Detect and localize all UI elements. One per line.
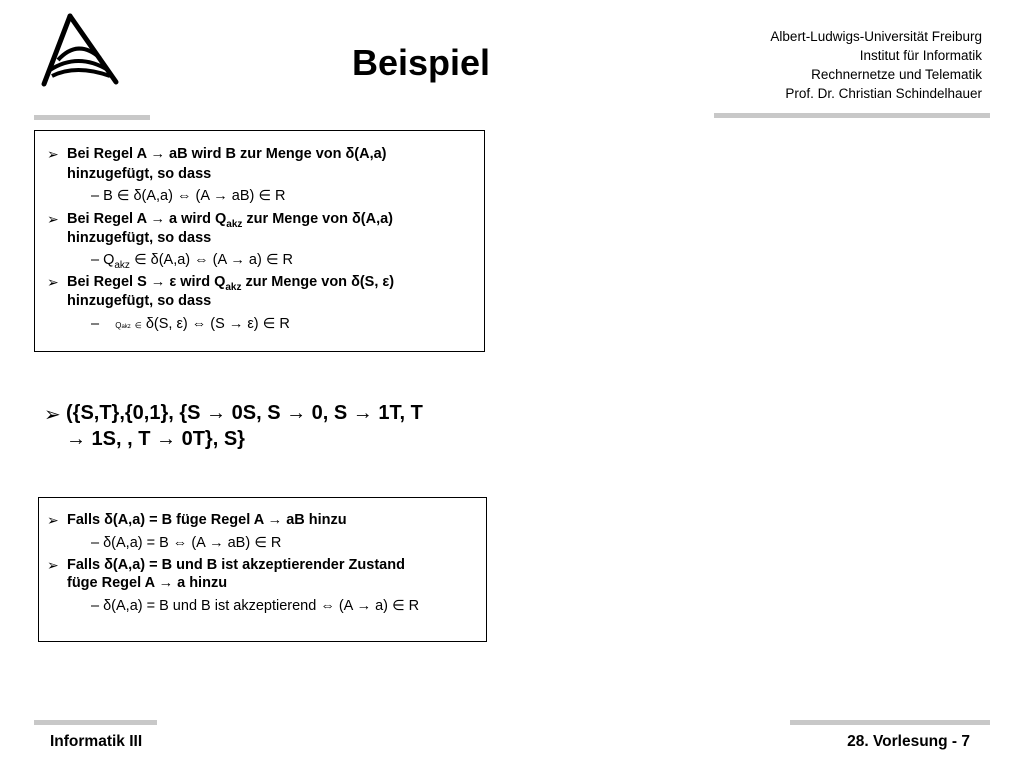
- subitem-text: – $Q_{akz}$ ∈ δ(A,a) ⇔ (A → a) ∈ R: [91, 252, 293, 271]
- footer-rule-left: [34, 720, 157, 725]
- bullet-arrow-icon: ➢: [47, 274, 59, 290]
- subitem-text: – δ(A,a) = B ⇔ (A → aB) ∈ R: [91, 535, 282, 551]
- header-rule-right: [714, 113, 990, 118]
- grammar-line: ({S,T},{0,1}, {S → 0S, S → 0, S → 1T, T: [66, 402, 423, 424]
- item-text: Falls δ(A,a) = B und B ist akzeptierender Zustand: [67, 557, 405, 573]
- page-title: Beispiel: [352, 42, 491, 83]
- bullet-arrow-icon: ➢: [47, 146, 59, 162]
- grammar-line: → 1S, , T → 0T}, S}: [66, 428, 245, 450]
- institution-line: Albert-Ludwigs-Universität Freiburg: [770, 29, 982, 44]
- item-text: hinzugefügt, so dass: [67, 166, 212, 182]
- item-text: hinzugefügt, so dass: [67, 293, 212, 309]
- bullet-arrow-icon: ➢: [47, 211, 59, 227]
- construction-box: [38, 497, 487, 642]
- header-rule-left: [34, 115, 150, 120]
- footer-right: 28. Vorlesung - 7: [847, 733, 970, 750]
- item-text: füge Regel A → a hinzu: [67, 575, 228, 591]
- footer-rule-right: [790, 720, 990, 725]
- university-logo: [30, 12, 125, 92]
- bullet-arrow-icon: ➢: [47, 512, 59, 528]
- institution-block: [770, 27, 982, 103]
- item-text: Bei Regel A → aB wird B zur Menge von δ(A,a): [67, 146, 387, 162]
- institution-line: Institut für Informatik: [859, 48, 982, 63]
- item-text: Falls δ(A,a) = B füge Regel A → aB hinzu: [67, 512, 347, 528]
- subitem-text: – δ(A,a) = B und B ist akzeptierend ⇔ (A → a) ∈ R: [91, 598, 420, 614]
- item-text: Bei Regel A → a wird $Q_{akz}$ zur Menge von δ(A,a): [67, 211, 393, 230]
- bullet-arrow-icon: ➢: [44, 404, 61, 426]
- institution-line: Prof. Dr. Christian Schindelhauer: [785, 86, 982, 101]
- footer-left: Informatik III: [50, 733, 143, 750]
- item-text: Bei Regel S → ε wird $Q_{akz}$ zur Menge von δ(S, ε): [67, 274, 395, 293]
- item-text: hinzugefügt, so dass: [67, 230, 212, 246]
- rules-box: [34, 130, 485, 352]
- subitem-text: – B ∈ δ(A,a) ⇔ (A → aB) ∈ R: [91, 188, 286, 204]
- institution-line: Rechnernetze und Telematik: [811, 67, 982, 82]
- bullet-arrow-icon: ➢: [47, 557, 59, 573]
- subitem-text: – Qakz ∈ δ(S, ε) ⇔ (S → ε) ∈ R: [91, 316, 290, 332]
